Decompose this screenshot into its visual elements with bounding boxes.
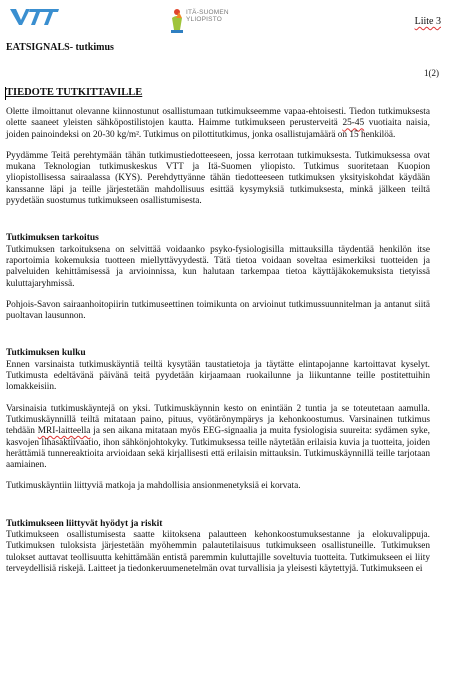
intro-paragraph-2: Pyydämme Teitä perehtymään tähän tutkimustiedotteeseen, jossa kerrotaan tutkimuksesta. Tutkimuksessa ovat mukana Teknologian tutkimuskeskus VTT ja Itä-Suomen yliopisto. Tutkimus suoritetaan Kuopion yliopistollisessa sairaalassa (KYS). Perehdyttyänne tähän tiedotteeseen tutkimuksen yksityiskohdat käydään kanssanne läpi ja teille järjestetään mahdollisuus esittää kysymyksiä tutkimuksesta, minkä jälkeen teiltä pyydetään suostumus tutkimukseen osallistumisesta. [6,150,430,207]
document-body[interactable] [6,107,430,585]
vtt-logo [8,6,60,28]
document-title: TIEDOTE TUTKITTAVILLE [6,87,143,98]
purpose-paragraph-1: Tutkimuksen tarkoituksena on selvittää voidaanko psyko-fysiologisilla mittauksilla täydentää henkilön itse raportoimia kokemuksia tuotteen miellyttävyydestä. Tätä tietoa voidaan soveltaa esimerkiksi tuotteiden ja palveluiden kehittämisessä ja arvioinnissa, kun halutaan tarkempaa tietoa käyttäjäkokemuksista tietyissä kuluttajaryhmissä. [6,244,430,289]
project-name: EATSIGNALS- tutkimus [6,42,114,53]
section-heading-purpose: Tutkimuksen tarkoitus [6,233,99,244]
procedure-paragraph-3: Tutkimuskäyntiin liittyviä matkoja ja mahdollisia ansionmenetyksiä ei korvata. [6,481,301,492]
section-heading-benefits-risks: Tutkimukseen liittyvät hyödyt ja riskit [6,518,163,529]
benefits-risks-paragraph: Tutkimukseen osallistumisesta saatte kiitoksena palautteen kehonkoostumuksestanne ja elokuvalippuja. Tutkimuksen tuloksista järjestetään myöhemmin palautetilaisuus tutkimukseen osallistuneille. Tutkimuksen tulokset auttavat teollisuutta kehittämään entistä paremmin kuluttajille soveltuvia tuotteita. Tutkimukseen ei liity terveydellisiä riskejä. Laitteet ja tiedonkeruumenetelmän ovat turvallisia ja yleisesti käytettyjä. Tutkimukseen ei [6,530,430,574]
intro-paragraph-1: Olette ilmoittanut olevanne kiinnostunut osallistumaan tutkimukseemme vapaa-ehtoisesti. Tiedon tutkimuksesta olette saaneet yleisten sähköpostilistojen kautta. Haimme tutkimukseen perusterveitä 25-45 vuotiaita naisia, joiden painoindeksi on 20-30 kg/m². Tutkimus on pilottitutkimus, jonka osallistujamäärä on 15 henkilöä. [6,107,430,140]
procedure-paragraph-2: Varsinaisia tutkimuskäyntejä on yksi. Tutkimuskäynnin kesto on enintään 2 tuntia ja se toteutetaan aamulla. Tutkimuskäynnillä teiltä mitataan paino, pituus, vyötärönympärys ja kehonkoostumus. Varsinainen tutkimus tehdään MRI-laitteella ja sen aikana mitataan myös EEG-signaalia ja muita fysiologisia suureita: sydämen syke, kasvojen lihasaktiivaatio, ihon sähkönjohtokyky. Tutkimuksessa teille näytetään erilaisia kuvia ja tuotteita, joiden herättämiä tunnereaktioita arvioidaan sekä kirjallisesti että erilaisin mittauksin. Tutkimuskäynnillä teille tarjotaan aamiainen. [6,403,431,471]
purpose-paragraph-2: Pohjois-Savon sairaanhoitopiirin tutkimuseettinen toimikunta on arvioinut tutkimussuunnitelman ja antanut siitä puoltavan lausunnon. [6,299,430,322]
page-number: 1(2) [424,68,439,78]
attachment-label: Liite 3 [414,16,441,27]
section-heading-procedure: Tutkimuksen kulku [6,348,86,359]
procedure-paragraph-1: Ennen varsinaista tutkimuskäyntiä teiltä kysytään taustatietoja ja täytätte elintapojanne kartoittavat kyselyt. Tutkimusta edeltävänä päivänä teitä pyydetään kirjaamaan ruokailunne ja liikuntanne teille postitettuihin lomakkeisiin. [6,359,430,393]
uef-logo-text: ITÄ-SUOMEN YLIOPISTO [186,9,229,23]
